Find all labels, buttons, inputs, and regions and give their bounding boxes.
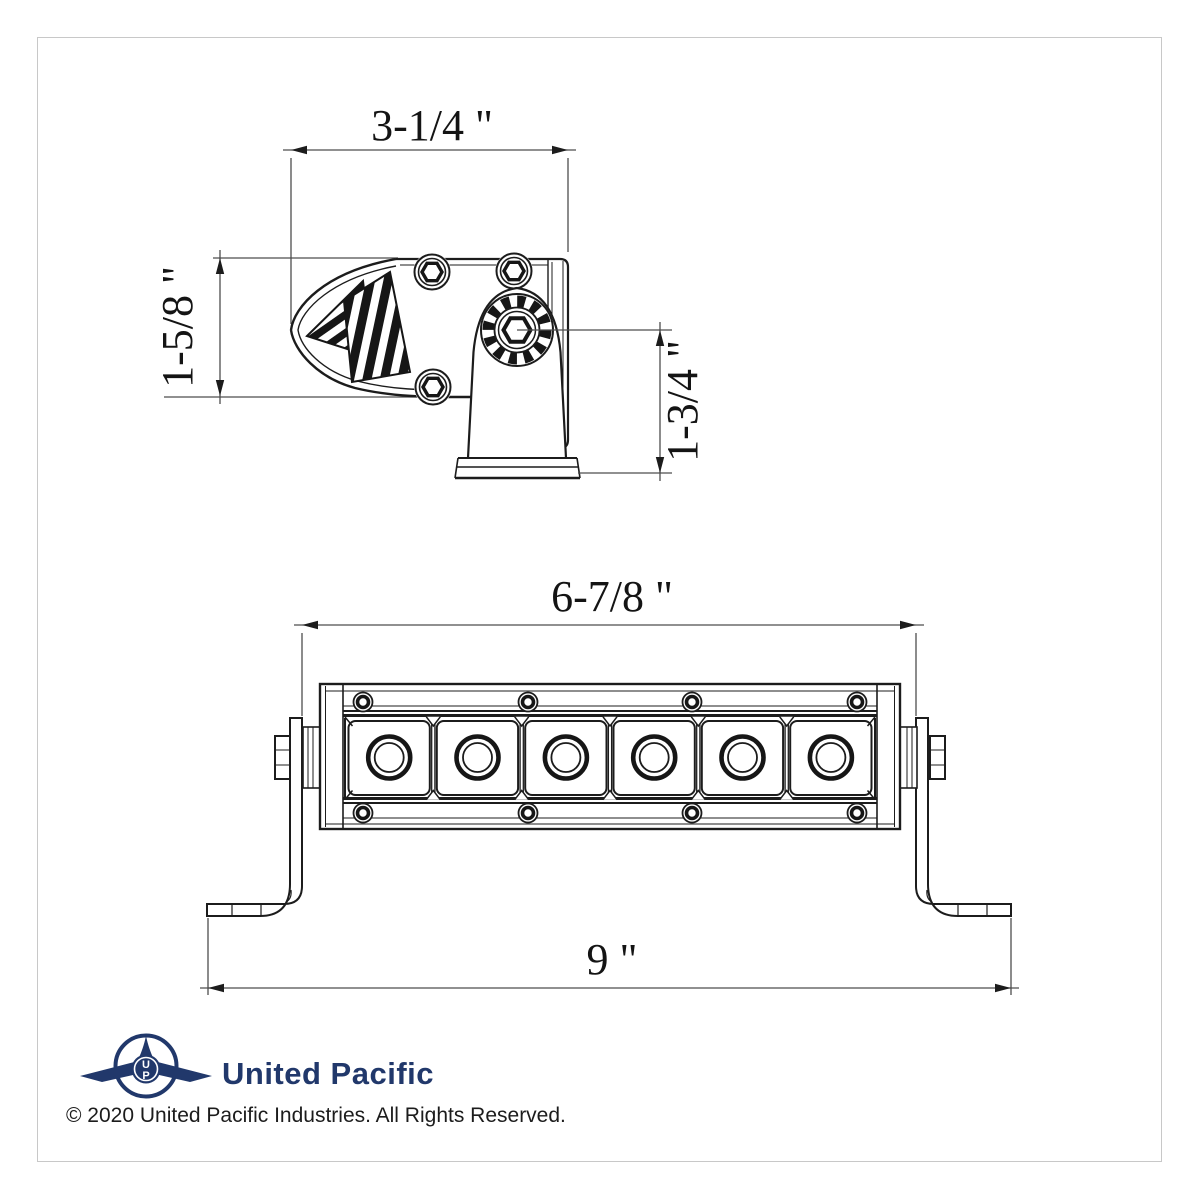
side-height-dimension-label: 1-5/8 " bbox=[153, 266, 202, 388]
side-bolt bbox=[495, 252, 533, 290]
side-bolt bbox=[413, 253, 451, 291]
side-bolt bbox=[414, 368, 452, 406]
footer bbox=[66, 1036, 566, 1128]
front-view bbox=[200, 572, 1019, 995]
copyright-text: © 2020 United Pacific Industries. All Rights Reserved. bbox=[66, 1104, 566, 1127]
arrowhead bbox=[216, 380, 224, 396]
arrowhead bbox=[208, 984, 224, 992]
united-pacific-logo-icon bbox=[80, 1036, 212, 1097]
side-view bbox=[153, 101, 707, 481]
logo-monogram-u: U bbox=[142, 1059, 150, 1071]
front-overall-dimension-label: 9 " bbox=[586, 935, 638, 984]
side-width-dimension-label: 3-1/4 " bbox=[371, 101, 493, 150]
arrowhead bbox=[995, 984, 1011, 992]
arrowhead bbox=[552, 146, 568, 154]
arrowhead bbox=[900, 621, 916, 629]
arrowhead bbox=[291, 146, 307, 154]
arrowhead bbox=[302, 621, 318, 629]
logo-wordmark: United Pacific bbox=[222, 1056, 434, 1091]
logo-monogram-p: P bbox=[142, 1070, 150, 1082]
front-bar-body bbox=[320, 684, 900, 829]
front-width-dimension-label: 6-7/8 " bbox=[551, 572, 673, 621]
side-mount-dimension-label: 1-3/4 " bbox=[658, 340, 707, 462]
arrowhead bbox=[216, 258, 224, 274]
